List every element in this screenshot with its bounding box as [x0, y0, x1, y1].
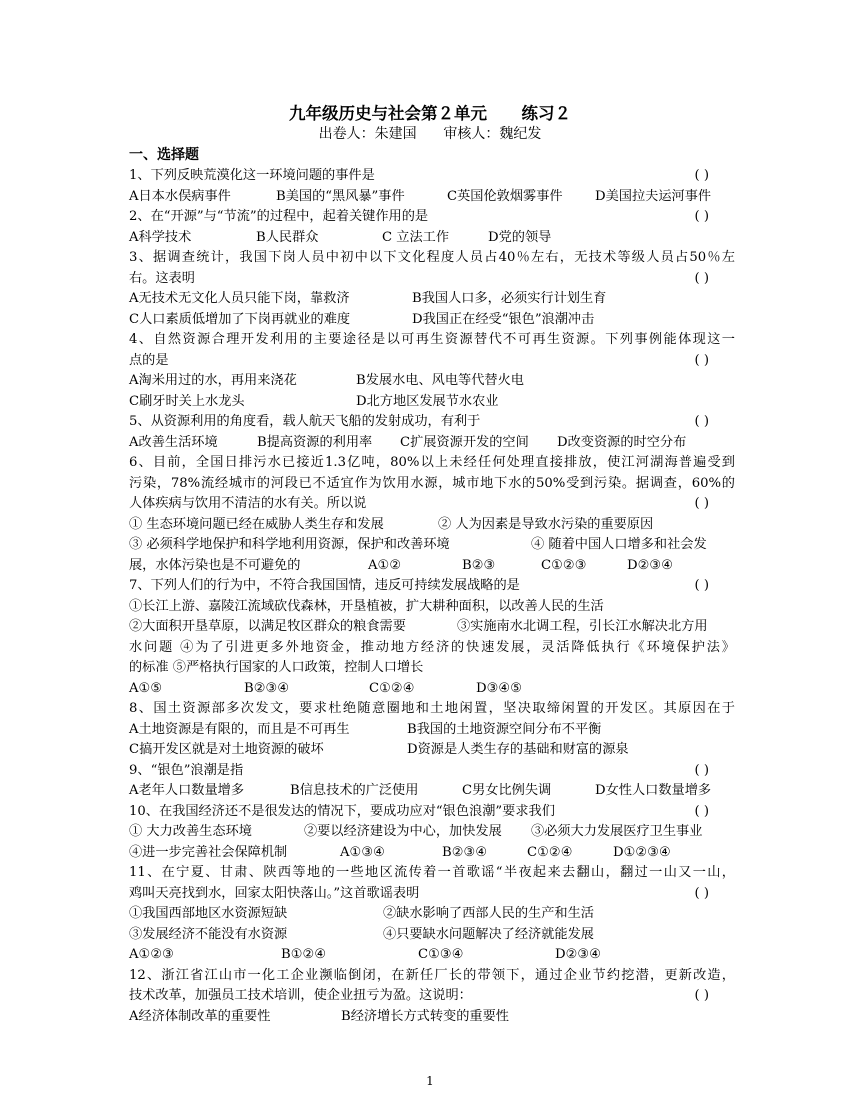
answer-blank: ( ) — [694, 209, 709, 224]
answer-option: ②缺水影响了西部人民的生产和生活 — [383, 906, 594, 921]
answer-option: ③ 必须科学地保护和科学地利用资源，保护和改善环境 — [129, 537, 450, 552]
answer-option: D②③④ — [555, 947, 602, 962]
answer-option: C①②③ — [541, 557, 587, 573]
text-line — [129, 658, 735, 679]
page-number: 1 — [426, 1074, 434, 1088]
answer-option: D女性人口数量增多 — [595, 783, 712, 798]
text-line — [129, 330, 735, 351]
text-line — [129, 556, 735, 577]
page-subtitle: 出卷人：朱建国 审核人：魏纪发 — [318, 126, 542, 142]
answer-option: B发展水电、风电等代替火电 — [356, 373, 524, 388]
line-text: 6、目前，全国日排污水已接近1.3亿吨，80%以上未经任何处理直接排放，使江河湖海普遍受到 — [129, 455, 735, 470]
text-line — [129, 289, 735, 310]
text-line — [129, 679, 735, 700]
text-line — [129, 494, 735, 515]
line-text: 1、下列反映荒漠化这一环境问题的事件是 — [129, 168, 375, 183]
text-line — [129, 576, 735, 597]
line-text: 12、浙江省江山市一化工企业濒临倒闭，在新任厂长的带领下，通过企业节约挖潜，更新改造， — [129, 967, 735, 983]
line-text: 鸡叫天亮找到水，回家太阳快落山。”这首歌谣表明 — [129, 885, 420, 901]
text-line — [129, 453, 735, 474]
line-text: ①长江上游、嘉陵江流域砍伐森林，开垦植被，扩大耕种面积，以改善人民的生活 — [129, 598, 604, 614]
text-line — [129, 248, 735, 269]
answer-blank: ( ) — [694, 496, 709, 511]
answer-option: B我国人口多，必须实行计划生育 — [412, 291, 607, 306]
text-line — [129, 802, 735, 823]
line-text: 11、在宁夏、甘肃、陕西等地的一些地区流传着一首歌谣“半夜起来去翻山，翻过一山又一山， — [129, 865, 735, 880]
answer-option: ④ 随着中国人口增多和社会发 — [531, 537, 707, 552]
answer-blank: ( ) — [694, 762, 709, 778]
line-text: 3、据调查统计，我国下岗人员中初中以下文化程度人员占40％左右，无技术等级人员占50％左 — [129, 250, 735, 265]
text-line — [129, 474, 735, 495]
line-text: 水问题 ④为了引进更多外地资金，推动地方经济的快速发展，灵活降低执行《环境保护法》 — [129, 639, 735, 655]
text-line — [129, 597, 735, 618]
text-line — [129, 351, 735, 372]
text-line — [129, 166, 735, 187]
answer-option: B人民群众 — [256, 229, 319, 245]
answer-blank: ( ) — [694, 414, 709, 429]
line-text: 右。这表明 — [129, 270, 195, 286]
line-text: 5、从资源利用的角度看，载人航天飞船的发射成功，有利于 — [129, 414, 481, 429]
answer-option: A经济体制改革的重要性 — [129, 1008, 271, 1024]
answer-option: C①②④ — [369, 680, 415, 696]
line-text: 人体疾病与饮用不清洁的水有关。所以说 — [129, 496, 367, 511]
answer-option: D②③④ — [627, 557, 674, 573]
answer-option: D资源是人类生存的基础和财富的源泉 — [407, 742, 629, 757]
text-line — [129, 863, 735, 884]
line-text: 污染，78%流经城市的河段已不适宜作为饮用水源，城市地下水的50%受到污染。据调查，60%的 — [129, 475, 735, 491]
section-heading: 一、选择题 — [129, 147, 199, 163]
question-list — [129, 166, 735, 1027]
answer-option: B我国的土地资源空间分布不平衡 — [407, 721, 602, 737]
text-line — [129, 187, 735, 208]
answer-option: D北方地区发展节水农业 — [356, 393, 499, 409]
answer-option: C①③④ — [418, 947, 464, 962]
text-line — [129, 207, 735, 228]
answer-option: B①②④ — [281, 947, 327, 962]
line-text: 技术改革，加强员工技术培训，使企业扭亏为盈。这说明： — [129, 988, 472, 1003]
text-line — [129, 761, 735, 782]
answer-option: B经济增长方式转变的重要性 — [341, 1008, 509, 1024]
text-line — [129, 904, 735, 925]
text-line — [129, 535, 735, 556]
text-line — [129, 740, 735, 761]
answer-blank: ( ) — [694, 803, 709, 819]
answer-option: ②要以经济建设为中心，加快发展 — [304, 824, 502, 839]
answer-option: B②③ — [462, 557, 496, 573]
text-line — [129, 822, 735, 843]
line-text: 2、在“开源”与“节流”的过程中，起着关键作用的是 — [129, 209, 429, 224]
answer-option: A①⑤ — [129, 680, 163, 696]
text-line — [129, 843, 735, 864]
answer-option: A①② — [368, 557, 402, 573]
text-line — [129, 720, 735, 741]
answer-option: C①②④ — [527, 844, 573, 860]
answer-option: D美国拉夫运河事件 — [595, 188, 712, 204]
answer-option: ① 大力改善生态环境 — [129, 824, 252, 839]
answer-option: D我国正在经受“银色”浪潮冲击 — [412, 311, 595, 327]
page-title: 九年级历史与社会第２单元 练习２ — [289, 104, 571, 123]
line-text: 的标准 ⑤严格执行国家的人口政策，控制人口增长 — [129, 660, 424, 675]
text-line — [129, 228, 735, 249]
answer-blank: ( ) — [694, 270, 709, 286]
answer-option: A无技术无文化人员只能下岗，靠救济 — [129, 291, 350, 306]
answer-option: 展，水体污染也是不可避免的 — [129, 557, 301, 573]
answer-option: C男女比例失调 — [462, 783, 552, 798]
answer-option: ① 生态环境问题已经在威胁人类生存和发展 — [129, 516, 384, 532]
answer-option: ③发展经济不能没有水资源 — [129, 926, 288, 942]
text-line — [129, 310, 735, 331]
answer-option: ②大面积开垦草原，以满足牧区群众的粮食需要 — [129, 619, 406, 634]
text-line — [129, 986, 735, 1007]
answer-option: D党的领导 — [488, 229, 552, 245]
answer-option: B②③④ — [244, 680, 290, 696]
line-text: 4、自然资源合理开发利用的主要途径是以可再生资源替代不可再生资源。下列事例能体现这一 — [129, 332, 735, 347]
answer-option: A土地资源是有限的，而且是不可再生 — [129, 721, 350, 737]
line-text: 点的是 — [129, 352, 169, 368]
answer-option: A①②③ — [129, 947, 174, 962]
text-line — [129, 699, 735, 720]
answer-blank: ( ) — [694, 352, 709, 368]
answer-option: D③④⑤ — [476, 680, 523, 696]
answer-option: B美国的“黑风暴”事件 — [276, 188, 405, 204]
answer-option: B信息技术的广泛使用 — [290, 783, 419, 798]
text-line — [129, 392, 735, 413]
line-text: 7、下列人们的行为中，不符合我国国情，违反可持续发展战略的是 — [129, 578, 520, 593]
answer-option: A科学技术 — [129, 229, 192, 245]
line-text: 10、在我国经济还不是很发达的情况下，要成功应对“银色浪潮”要求我们 — [129, 803, 555, 819]
text-line — [129, 925, 735, 946]
text-line — [129, 884, 735, 905]
text-line — [129, 269, 735, 290]
answer-option: B提高资源的利用率 — [257, 434, 373, 450]
text-line — [129, 371, 735, 392]
answer-option: ② 人为因素是导致水污染的重要原因 — [438, 516, 654, 532]
answer-option: C 立法工作 — [382, 229, 450, 245]
answer-option: D改变资源的时空分布 — [557, 434, 687, 450]
answer-option: A日本水俣病事件 — [129, 188, 231, 204]
text-line — [129, 433, 735, 454]
line-text: 8、国土资源部多次发文，要求杜绝随意圈地和土地闲置，坚决取缔闲置的开发区。其原因在于 — [129, 701, 735, 716]
answer-blank: ( ) — [694, 168, 709, 183]
answer-option: C英国伦敦烟雾事件 — [447, 188, 563, 204]
answer-option: C刷牙时关上水龙头 — [129, 393, 245, 409]
answer-option: C人口素质低增加了下岗再就业的难度 — [129, 311, 351, 327]
text-line — [129, 945, 735, 966]
answer-option: C搞开发区就是对土地资源的破坏 — [129, 742, 324, 757]
answer-option: ④进一步完善社会保障机制 — [129, 844, 288, 860]
answer-option: ①我国西部地区水资源短缺 — [129, 906, 288, 921]
answer-option: ③实施南水北调工程，引长江水解决北方用 — [457, 619, 708, 634]
text-line — [129, 412, 735, 433]
answer-option: C扩展资源开发的空间 — [400, 434, 529, 450]
answer-option: A老年人口数量增多 — [129, 783, 245, 798]
answer-blank: ( ) — [694, 885, 709, 901]
answer-blank: ( ) — [694, 578, 709, 593]
answer-option: A改善生活环境 — [129, 434, 218, 450]
answer-option: A①③④ — [340, 844, 385, 860]
answer-option: D①②③④ — [613, 844, 671, 860]
answer-option: A淘米用过的水，再用来浇花 — [129, 373, 297, 388]
answer-option: ③必须大力发展医疗卫生事业 — [531, 824, 703, 839]
answer-option: ④只要缺水问题解决了经济就能发展 — [383, 926, 594, 942]
text-line — [129, 617, 735, 638]
text-line — [129, 966, 735, 987]
text-line — [129, 515, 735, 536]
answer-option: B②③④ — [442, 844, 488, 860]
text-line — [129, 781, 735, 802]
answer-blank: ( ) — [694, 988, 709, 1003]
text-line — [129, 1007, 735, 1028]
text-line — [129, 638, 735, 659]
line-text: 9、“银色”浪潮是指 — [129, 762, 244, 778]
